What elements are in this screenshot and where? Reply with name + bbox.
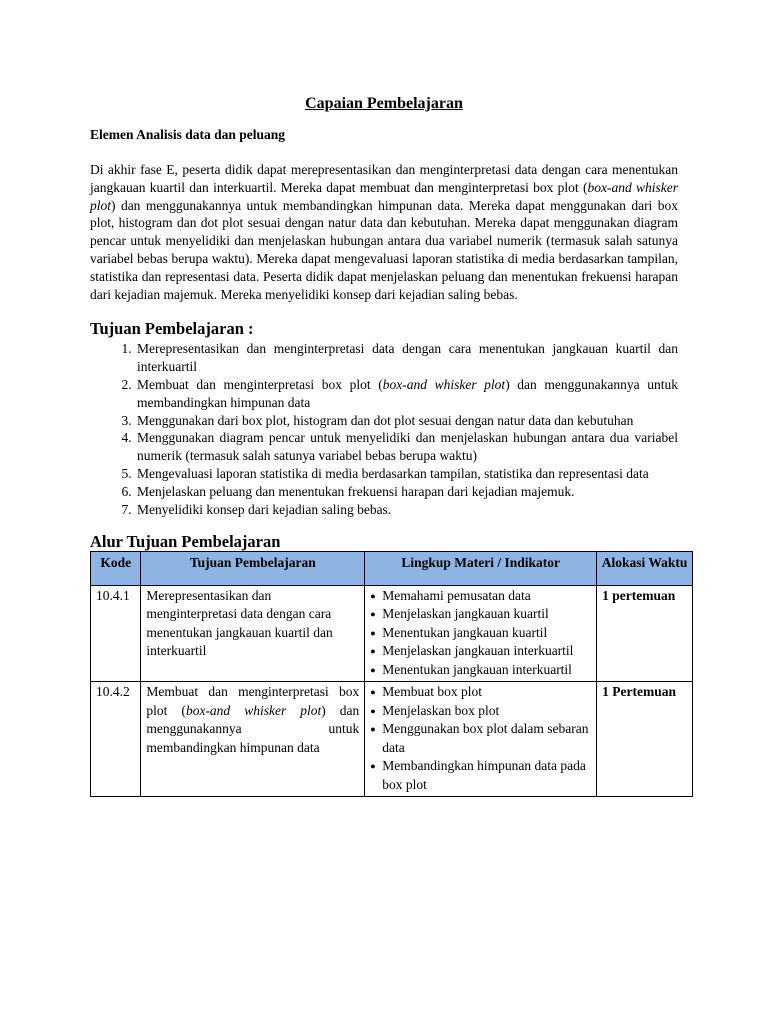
scope-item: ● Membandingkan himpunan data pada box plot (370, 757, 591, 794)
cell-goal: Merepresentasikan dan menginterpretasi data dengan cara menentukan jangkauan kuartil dan interkuartil (141, 585, 365, 682)
table-row (91, 682, 693, 797)
scope-item: ● Menjelaskan box plot (370, 702, 591, 721)
objective-text-after: ) dan menggunakannya untuk membandingkan himpunan data (137, 376, 678, 410)
cell-time: 1 pertemuan (597, 585, 693, 682)
learning-flow-table (90, 551, 693, 797)
flow-heading: Alur Tujuan Pembelajaran (90, 532, 281, 552)
objectives-list (90, 340, 678, 518)
goal-text-after: ) dan menggunakannya untuk membandingkan himpunan data (146, 702, 360, 755)
goal-text-before: Membuat dan menginterpretasi box plot ( (146, 684, 360, 718)
objectives-heading: Tujuan Pembelajaran : (90, 319, 254, 339)
objective-item: 3. Menggunakan dari box plot, histogram dan dot plot sesuai dengan natur data dan kebutuhan (135, 412, 678, 430)
scope-list (370, 587, 591, 680)
header-lingkup: Lingkup Materi / Indikator (365, 552, 597, 586)
document-page (90, 94, 688, 797)
cell-goal (141, 682, 365, 797)
objective-italic-term: box-and whisker plot (382, 376, 506, 392)
objective-item: 7. Menyelidiki konsep dari kejadian saling bebas. (135, 501, 678, 519)
paragraph-text-part1: Di akhir fase E, peserta didik dapat merepresentasikan dan menginterpretasi data dengan cara menentukan jangkauan kuartil dan interkuartil. Mereka dapat membuat dan menginterpretasi box plot ( (90, 162, 678, 195)
goal-italic-term: box-and whisker plot (185, 702, 322, 718)
cell-scope (365, 682, 597, 797)
objective-item (135, 376, 678, 412)
scope-item: ● Menjelaskan jangkauan interkuartil (370, 642, 591, 661)
objective-item: 6. Menjelaskan peluang dan menentukan frekuensi harapan dari kejadian majemuk. (135, 483, 678, 501)
cell-code: 10.4.2 (91, 682, 141, 797)
header-tujuan: Tujuan Pembelajaran (141, 552, 365, 586)
cell-code: 10.4.1 (91, 585, 141, 682)
objective-text-before: Membuat dan menginterpretasi box plot ( (137, 376, 383, 392)
paragraph-italic-term: box-and whisker plot (90, 179, 678, 213)
cell-scope (365, 585, 597, 682)
scope-item: ● Menggunakan box plot dalam sebaran data (370, 720, 591, 757)
cell-time: 1 Pertemuan (597, 682, 693, 797)
objective-item: 4. Menggunakan diagram pencar untuk menyelidiki dan menjelaskan hubungan antara dua variabel numerik (termasuk salah satunya variabel bebas berupa waktu) (135, 429, 678, 465)
objective-item: 5. Mengevaluasi laporan statistika di media berdasarkan tampilan, statistika dan representasi data (135, 465, 678, 483)
scope-item: ● Memahami pemusatan data (370, 587, 591, 606)
scope-item: ● Membuat box plot (370, 683, 591, 702)
element-heading: Elemen Analisis data dan peluang (90, 127, 286, 142)
paragraph-text-part2: ) dan menggunakannya untuk membandingkan himpunan data. Mereka dapat menggunakan dari box plot, histogram dan dot plot sesuai dengan natur data dan kebutuhan. Mereka dapat menggunakan diagram pencar untuk menyelidiki dan menjelaskan hubungan antara dua variabel numerik (termasuk salah satunya variabel bebas berupa waktu). Mereka dapat mengevaluasi laporan statistika di media berdasarkan tampilan, statistika dan representasi data. Peserta didik dapat menjelaskan peluang dan menentukan frekuensi harapan dari kejadian majemuk. Mereka menyelidiki konsep dari kejadian saling bebas. (90, 197, 678, 302)
scope-list (370, 683, 591, 794)
table-row (91, 585, 693, 682)
objective-item: 1. Merepresentasikan dan menginterpretasi data dengan cara menentukan jangkauan kuartil dan interkuartil (135, 340, 678, 376)
table-header-row (91, 552, 693, 586)
scope-item: ● Menjelaskan jangkauan kuartil (370, 605, 591, 624)
scope-item: ● Menentukan jangkauan interkuartil (370, 661, 591, 680)
header-kode: Kode (91, 552, 141, 586)
scope-item: ● Menentukan jangkauan kuartil (370, 624, 591, 643)
page-title: Capaian Pembelajaran (305, 95, 463, 112)
header-alokasi: Alokasi Waktu (597, 552, 693, 586)
achievement-paragraph (90, 161, 678, 303)
